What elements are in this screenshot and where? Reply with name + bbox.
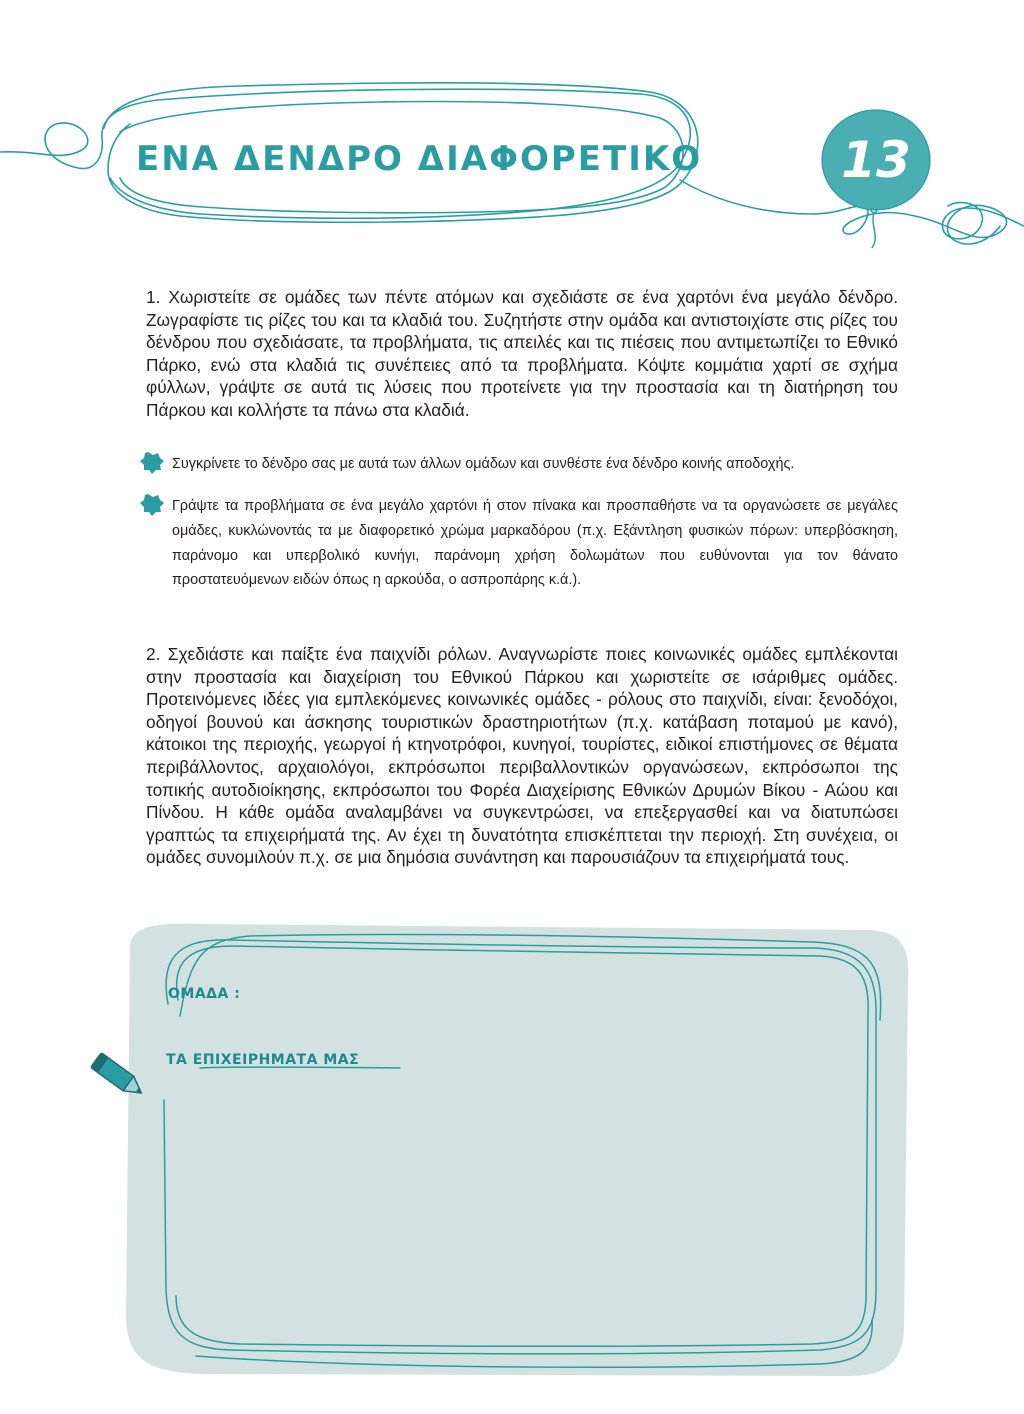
bullet-blob-icon	[140, 494, 164, 516]
activity-1-bullet: Συγκρίνετε το δένδρο σας με αυτά των άλλων ομάδων και συνθέστε ένα δένδρο κοινής αποδοχής.	[172, 456, 795, 472]
arguments-label: ΤΑ ΕΠΙΧΕΙΡΗΜΑΤΑ ΜΑΣ	[166, 1052, 360, 1068]
activity-number-badge: 13	[841, 131, 911, 189]
activity-1-instructions: 1. Χωριστείτε σε ομάδες των πέντε ατόμων και σχεδιάστε σε ένα χαρτόνι ένα μεγάλο δένδρο. Ζωγραφίστε τις ρίζες του και τα κλαδιά του. Συζητήστε στην ομάδα και αντιστοιχίστε στις ρίζες του δένδρου που σχεδιάσατε, τα προβλήματα, τις απειλές και τις πιέσεις που αντιμετωπίζει το Εθνικό Πάρκο, ενώ στα κλαδιά τις συνέπειες από τα προβλήματα. Κόψτε κομμάτια χαρτί σε σχήμα φύλλων, γράψτε σε αυτά τις λύσεις που προτείνετε για την προστασία και τη διατήρηση του Πάρκου και κολλήστε τα πάνω στα κλαδιά.	[146, 287, 898, 420]
group-label: ΟΜΑΔΑ :	[168, 986, 241, 1002]
activity-2-instructions: 2. Σχεδιάστε και παίξτε ένα παιχνίδι ρόλων. Αναγνωρίστε ποιες κοινωνικές ομάδες εμπλέκονται στην προστασία και διαχείριση του Εθνικού Πάρκου και χωριστείτε σε ισάριθμες ομάδες. Προτεινόμενες ιδέες για εμπλεκόμενες κοινωνικές ομάδες - ρόλους στο παιχνίδι, είναι: ξενοδόχοι, οδηγοί βουνού και άσκησης τουριστικών δραστηριοτήτων (π.χ. κατάβαση ποταμού με κανό), κάτοικοι της περιοχής, γεωργοί ή κτηνοτρόφοι, κυνηγοί, τουρίστες, ειδικοί επιστήμονες σε θέματα περιβάλλοντος, αρχαιολόγοι, εκπρόσωποι περιβαλλοντικών οργανώσεων, εκπρόσωποι της τοπικής αυτοδιοίκησης, εκπρόσωποι του Φορέα Διαχείρισης Εθνικών Δρυμών Βίκου - Αώου και Πίνδου. Η κάθε ομάδα αναλαμβάνει να συγκεντρώσει, να επεξεργασθεί και να διατυπώσει γραπτώς τα επιχειρήματά της. Αν έχει τη δυνατότητα επισκέπτεται την περιοχή. Στη συνέχεια, οι ομάδες συνομιλούν π.χ. σε μια δημόσια συνάντηση και παρουσιάζουν τα επιχειρήματά τους.	[146, 644, 898, 868]
activity-1-bullet: Γράψτε τα προβλήματα σε ένα μεγάλο χαρτόνι ή στον πίνακα και προσπαθήστε να τα οργανώσετε σε μεγάλες ομάδες, κυκλώνοντάς τα με διαφορετικό χρώμα μαρκαδόρου (π.χ. Εξάντληση φυσικών πόρων: υπερβόσκηση, παράνομο και υπερβολικό κυνήγι, παράνομη χρήση δολωμάτων που ευθύνονται για τον θάνατο προστατευόμενων ειδών όπως η αρκούδα, ο ασπροπάρης κ.ά.).	[172, 498, 898, 589]
page-title: ΕΝΑ ΔΕΝΔΡΟ ΔΙΑΦΟΡΕΤΙΚΟ	[136, 139, 703, 179]
answer-box	[126, 924, 908, 1376]
bullet-blob-icon	[140, 452, 164, 474]
